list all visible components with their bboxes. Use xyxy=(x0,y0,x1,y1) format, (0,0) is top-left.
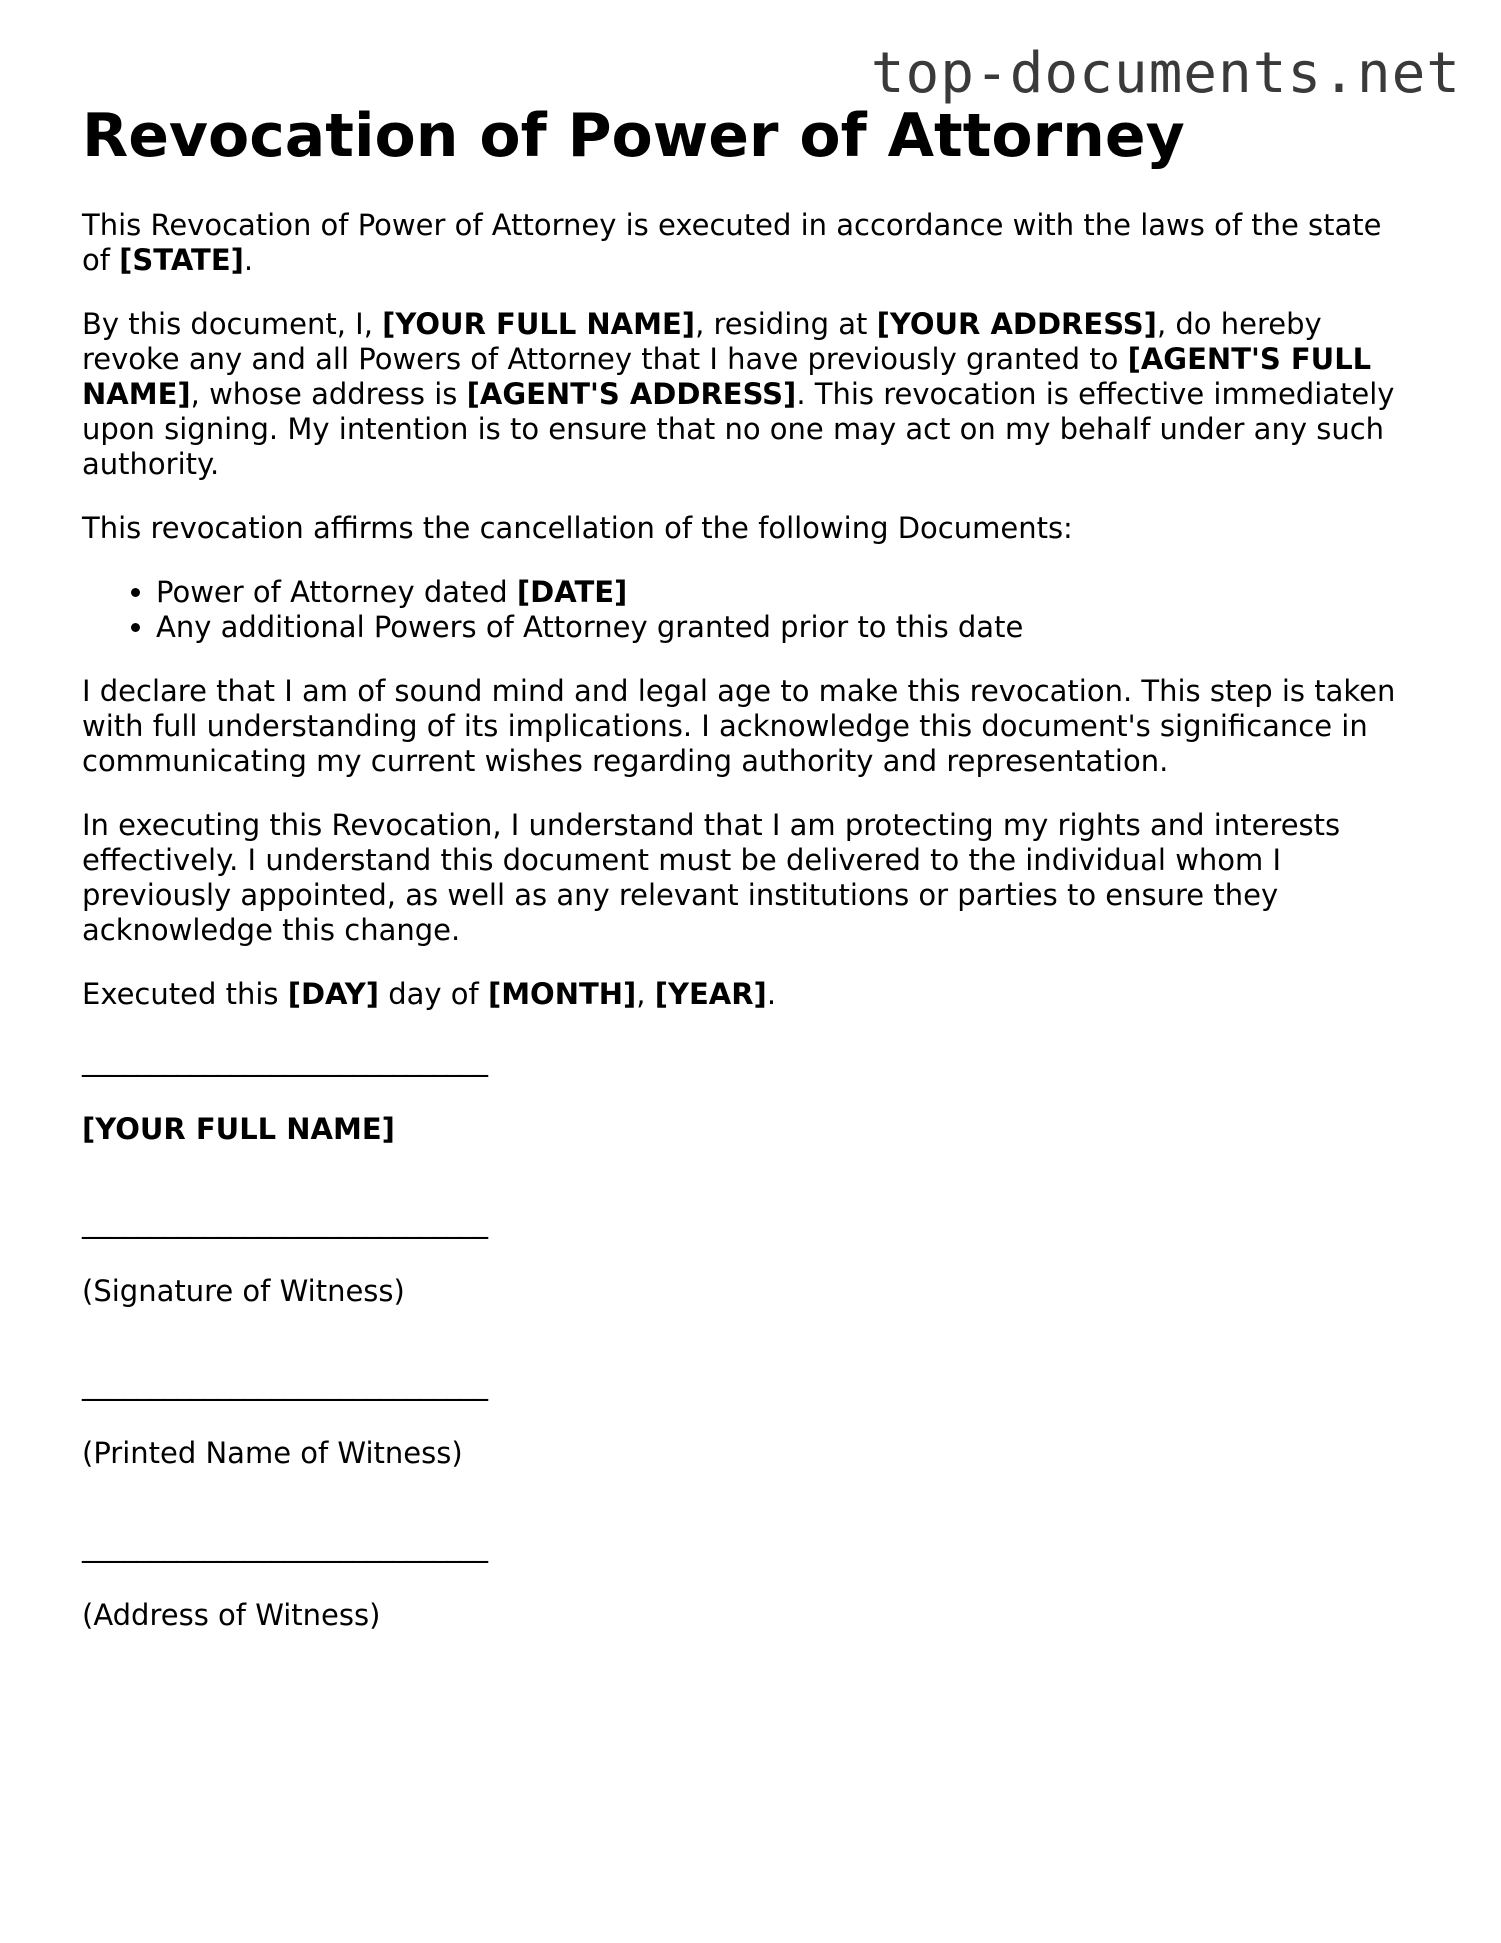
state-placeholder: [STATE] xyxy=(119,243,244,277)
your-address-placeholder: [YOUR ADDRESS] xyxy=(876,307,1157,341)
intro-paragraph xyxy=(82,208,1412,278)
month-placeholder: [MONTH] xyxy=(487,977,637,1011)
documents-list xyxy=(82,575,1412,645)
list-item: • Any additional Powers of Attorney granted prior to this date xyxy=(156,610,1412,645)
revoke-text-2: , residing at xyxy=(695,307,877,341)
affirms-paragraph: This revocation affirms the cancellation of the following Documents: xyxy=(82,511,1073,545)
signature-line: ______________________________ xyxy=(82,1205,487,1239)
signature-line: ______________________________ xyxy=(82,1043,487,1077)
signature-block xyxy=(82,1043,1412,1633)
witness-address-label: (Address of Witness) xyxy=(82,1598,381,1632)
witness-signature-label: (Signature of Witness) xyxy=(82,1274,405,1308)
executed-text-3: , xyxy=(636,977,655,1011)
declare-paragraph: I declare that I am of sound mind and legal age to make this revocation. This step is taken with full understanding of its implications. I acknowledge this document's significance in communicating my current wishes regarding authority and representation. xyxy=(82,674,1396,778)
list-item-text: Power of Attorney dated xyxy=(156,575,517,609)
executing-paragraph: In executing this Revocation, I understand that I am protecting my rights and interests effectively. I understand this document must be delivered to the individual whom I previously appointed, as well as any relevant institutions or parties to ensure they acknowledge this change. xyxy=(82,808,1341,947)
intro-text: This Revocation of Power of Attorney is executed in accordance with the laws of the state of xyxy=(82,208,1382,277)
document-page xyxy=(82,100,1412,1691)
agent-address-placeholder: [AGENT'S ADDRESS] xyxy=(466,377,797,411)
revoke-text-5: . This revocation is effective immediately upon signing. My intention is to ensure that no one may act on my behalf under any such authority. xyxy=(82,377,1395,481)
date-placeholder: [DATE] xyxy=(516,575,628,609)
intro-text-end: . xyxy=(243,243,254,277)
signature-line: ______________________________ xyxy=(82,1529,487,1563)
signature-line: ______________________________ xyxy=(82,1367,487,1401)
executed-text-4: . xyxy=(766,977,777,1011)
list-item xyxy=(156,575,1412,610)
executed-paragraph xyxy=(82,977,1412,1012)
agent-name-placeholder: [AGENT'S FULL NAME] xyxy=(82,342,1372,411)
document-title: Revocation of Power of Attorney xyxy=(82,101,1185,171)
revoke-paragraph xyxy=(82,307,1412,482)
executed-text-2: day of xyxy=(378,977,488,1011)
year-placeholder: [YEAR] xyxy=(654,977,767,1011)
revoke-text-4: , whose address is xyxy=(190,377,467,411)
witness-printed-name-label: (Printed Name of Witness) xyxy=(82,1436,463,1470)
signer-name-label: [YOUR FULL NAME] xyxy=(82,1112,395,1146)
executed-text-1: Executed this xyxy=(82,977,288,1011)
watermark: top-documents.net xyxy=(870,41,1461,106)
revoke-text-1: By this document, I, xyxy=(82,307,383,341)
day-placeholder: [DAY] xyxy=(287,977,379,1011)
your-name-placeholder: [YOUR FULL NAME] xyxy=(382,307,696,341)
revoke-text-3: , do hereby revoke any and all Powers of Attorney that I have previously granted to xyxy=(82,307,1322,376)
